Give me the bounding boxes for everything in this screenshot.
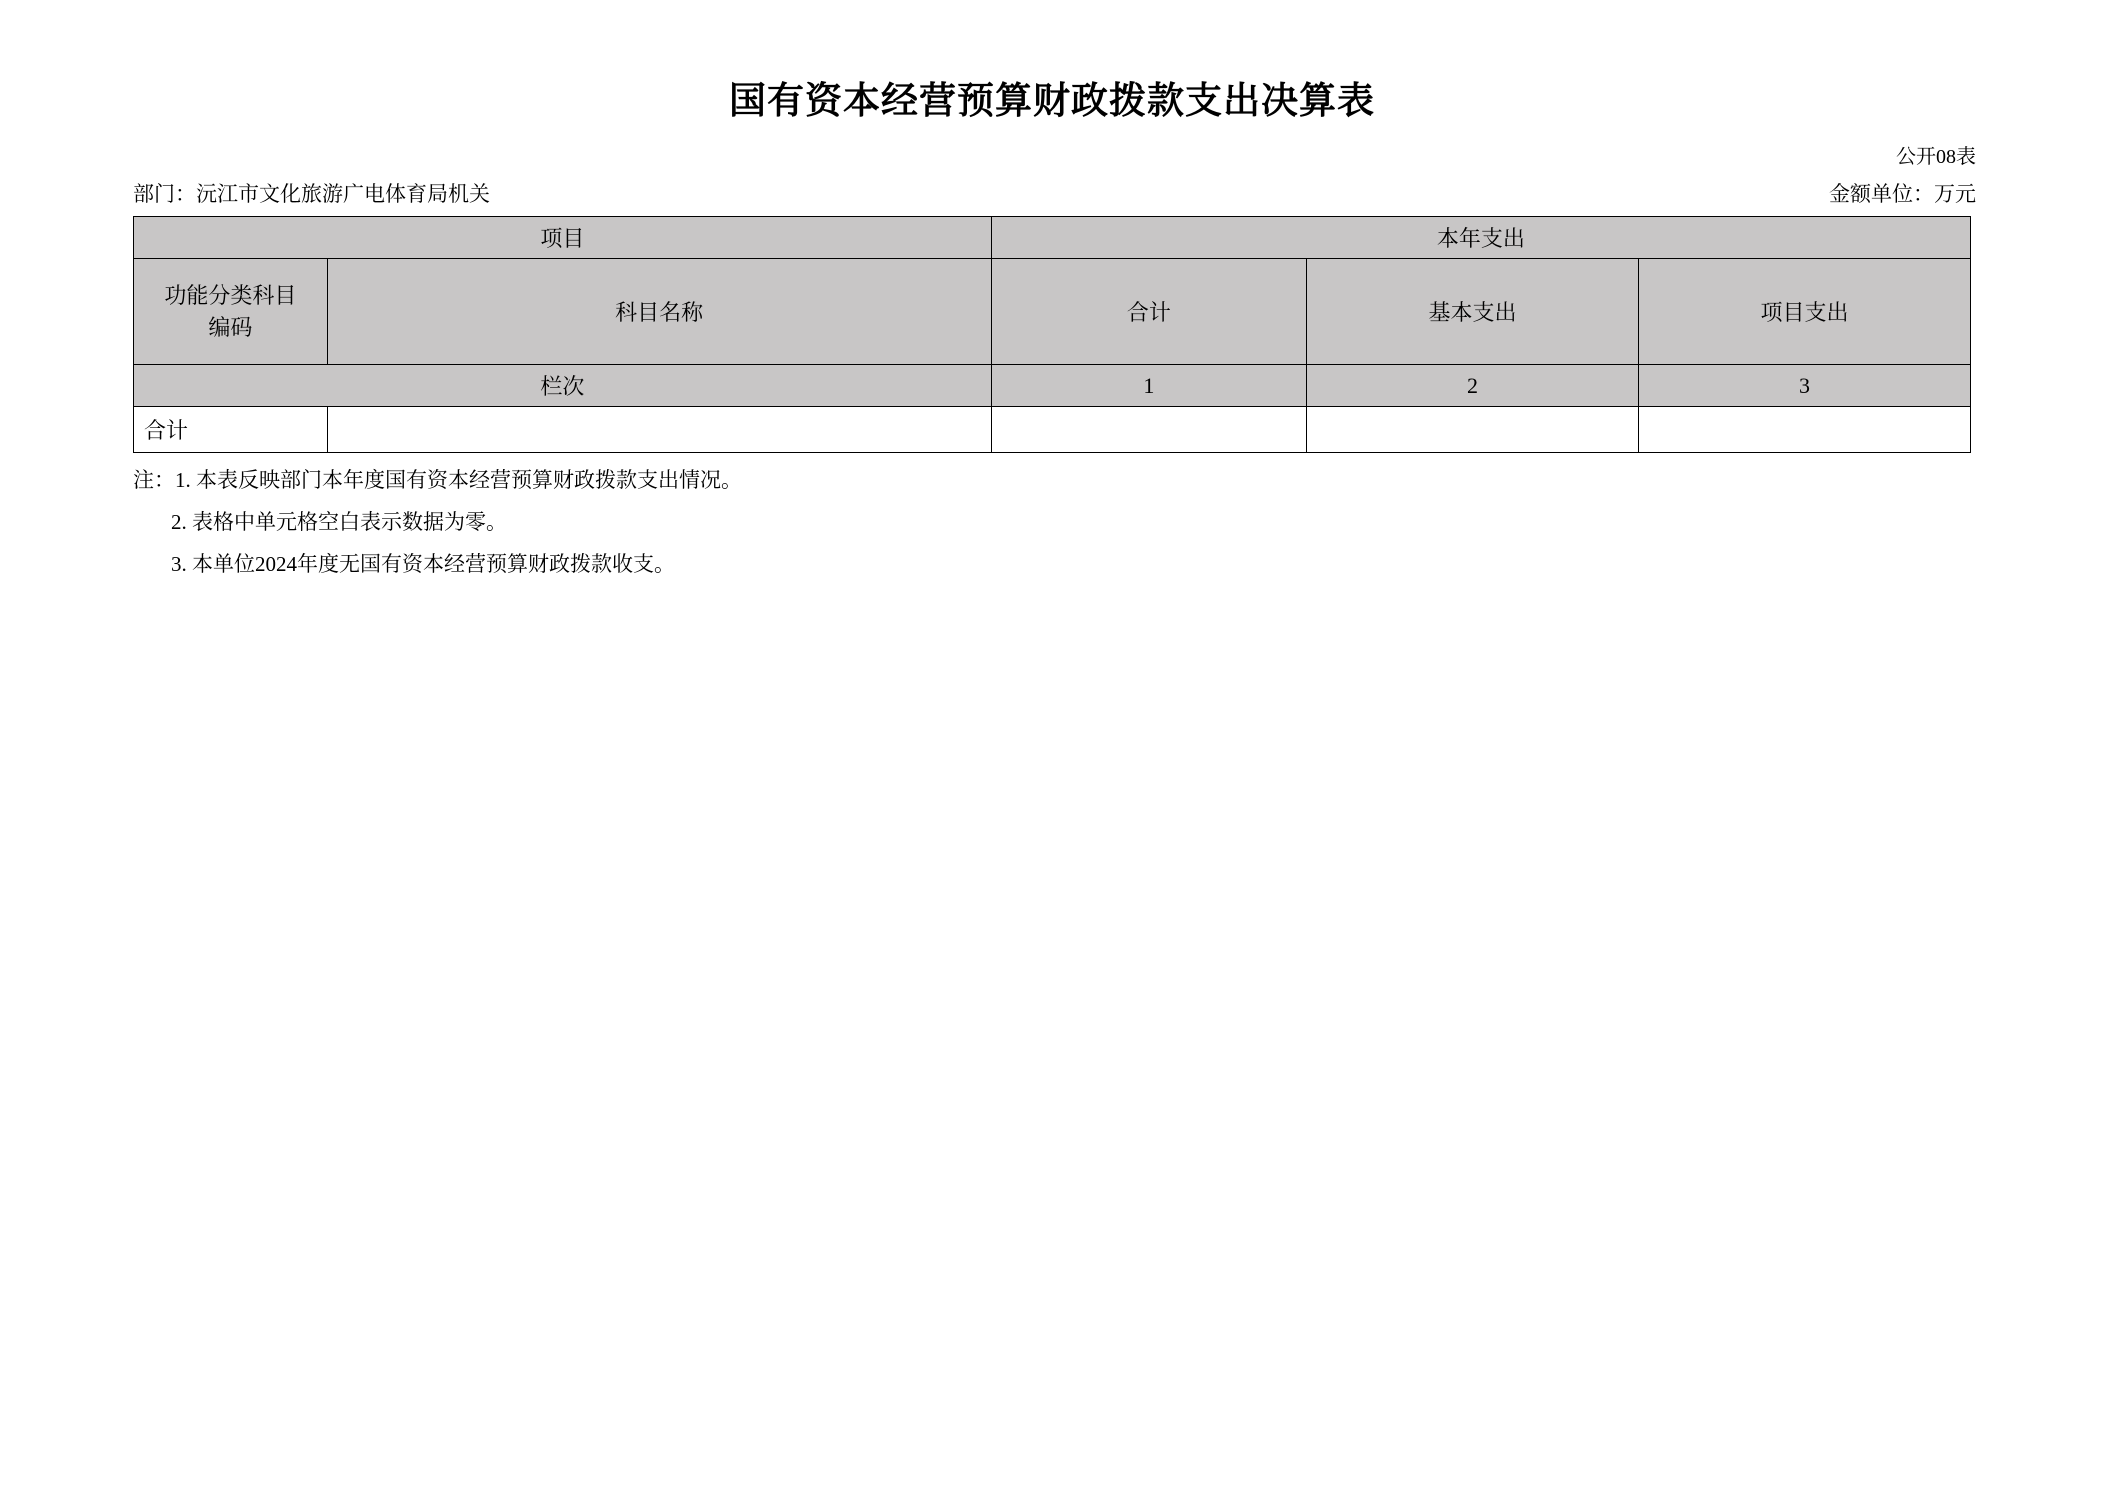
page-title: 国有资本经营预算财政拨款支出决算表 bbox=[729, 81, 1375, 122]
column-header-project-expenditure: 项目支出 bbox=[1639, 259, 1971, 365]
table-row bbox=[134, 407, 1971, 453]
table-group-header-row bbox=[134, 217, 1971, 259]
department-label: 部门：沅江市文化旅游广电体育局机关 bbox=[133, 182, 490, 206]
column-index-3: 3 bbox=[1639, 365, 1971, 407]
column-header-function-code bbox=[134, 259, 328, 365]
amount-unit-label: 金额单位：万元 bbox=[1829, 182, 1976, 206]
column-header-function-code-line2: 编码 bbox=[208, 314, 253, 340]
cell-function-code: 合计 bbox=[134, 407, 328, 453]
table-column-index-row bbox=[134, 365, 1971, 407]
meta-row bbox=[0, 178, 2104, 208]
cell-basic-expenditure bbox=[1307, 407, 1639, 453]
note-item-1 bbox=[133, 470, 742, 491]
column-index-label: 栏次 bbox=[134, 365, 992, 407]
notes-prefix: 注： bbox=[133, 468, 175, 492]
table-column-header-row bbox=[134, 259, 1971, 365]
cell-project-expenditure bbox=[1639, 407, 1971, 453]
column-header-subject-name: 科目名称 bbox=[327, 259, 991, 365]
note-text-1: 1. 本表反映部门本年度国有资本经营预算财政拨款支出情况。 bbox=[175, 468, 742, 492]
column-header-basic-expenditure: 基本支出 bbox=[1307, 259, 1639, 365]
cell-subject-name bbox=[327, 407, 991, 453]
note-item-3: 3. 本单位2024年度无国有资本经营预算财政拨款收支。 bbox=[171, 552, 675, 576]
note-item-2: 2. 表格中单元格空白表示数据为零。 bbox=[171, 510, 507, 534]
column-header-total: 合计 bbox=[991, 259, 1306, 365]
cell-total bbox=[991, 407, 1306, 453]
column-index-1: 1 bbox=[991, 365, 1306, 407]
budget-table bbox=[133, 216, 1971, 453]
group-header-current-year: 本年支出 bbox=[991, 217, 1970, 259]
form-code-label: 公开08表 bbox=[1896, 146, 1976, 168]
column-index-2: 2 bbox=[1307, 365, 1639, 407]
group-header-project: 项目 bbox=[134, 217, 992, 259]
column-header-function-code-line1: 功能分类科目 bbox=[164, 282, 297, 308]
notes-block bbox=[133, 470, 742, 596]
